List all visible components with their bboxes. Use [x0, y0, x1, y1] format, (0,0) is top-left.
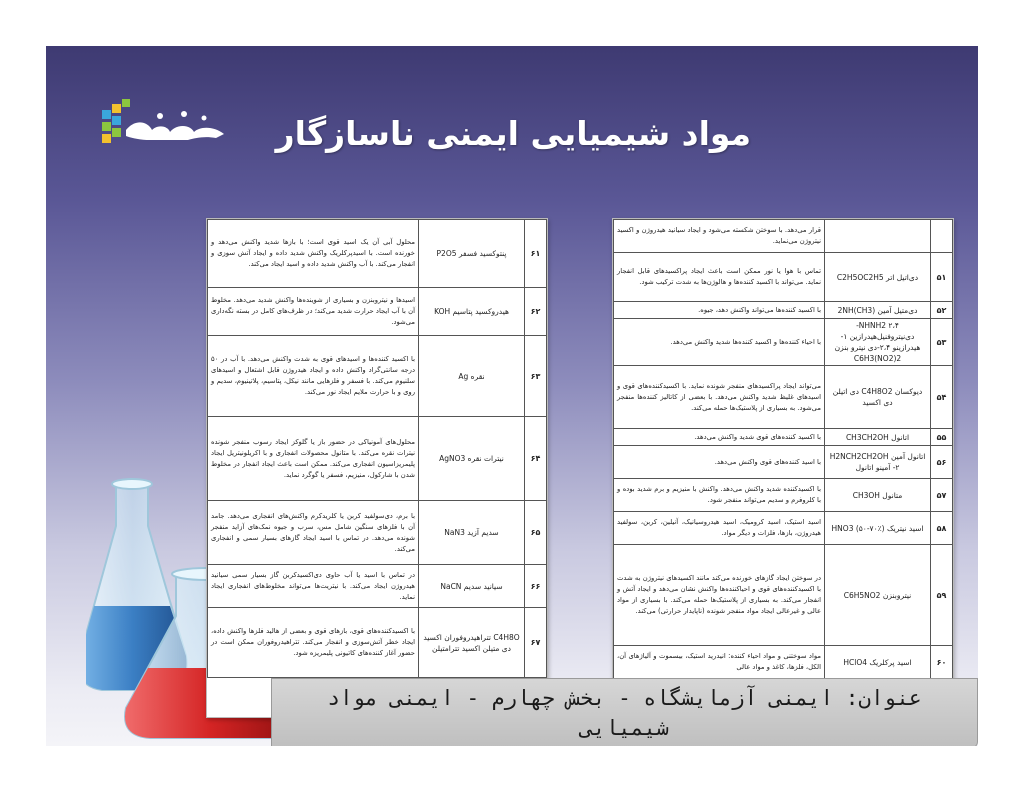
- chemical-name: سدیم آزید NaN3: [419, 501, 525, 565]
- incompatibility-description: مواد سوختنی و مواد احیاء کننده: انیدرید استیک، بیسموت و آلیاژهای آن، الکل، فلزها، کاغذ و مواد عالی: [614, 646, 825, 679]
- incompatibility-description: با اکسید کننده‌ها می‌تواند واکنش دهد، جیوه.: [614, 302, 825, 319]
- chemical-name: NHNH2 ۲،۴-دی‌نیتروفنیل‌هیدرازین ۱- هیدرازینو ۲،۴-دی نیترو بنزن C6H3(NO2)2: [825, 319, 931, 366]
- incompatibility-description: اسیدها و نیتروبنزن و بسیاری از شوینده‌ها واکنش شدید می‌دهد. مخلوط آن با آب ایجاد حرارت شدید می‌کند؛ در ظرف‌های کامل در بسته نگه‌داری می‌شود.: [208, 288, 419, 336]
- row-number: ۵۸: [931, 512, 953, 545]
- row-number: ۵۱: [931, 253, 953, 302]
- chemical-name: پنتوکسید فسفر P2O5: [419, 220, 525, 288]
- incompatibility-description: با اکسیدکننده شدید واکنش می‌دهد. واکنش با منیزیم و برم شدید بوده و با کلروفرم و سدیم می‌تواند منفجر شود.: [614, 479, 825, 512]
- slide-caption: عنوان: ایمنی آزمایشگاه - بخش چهارم - ایمنی مواد شیمیایی: [271, 678, 978, 746]
- slide: [46, 46, 978, 746]
- incompatibility-description: با احیاء کننده‌ها و اکسید کننده‌ها شدید واکنش می‌دهد.: [614, 319, 825, 366]
- table-row: [614, 646, 953, 679]
- incompatibility-table-left: [206, 218, 548, 718]
- row-number: ۵۲: [931, 302, 953, 319]
- table-row: [614, 512, 953, 545]
- table-row: [614, 319, 953, 366]
- incompatibility-description: محلول‌های آمونیاکی در حضور باز یا گلوکز ایجاد رسوب منفجر شونده نیترات نقره می‌کند. با متانول محصولات انفجاری و با اکریلونیتریل ایجاد پلیمریزاسیون انفجاری می‌کند. ممکن است باعث ایجاد انفجار در مخلوط شدن با شارکول، منیزیم، فسفر یا گوگرد نماید.: [208, 417, 419, 501]
- chemical-name: اسید پرکلریک HClO4: [825, 646, 931, 679]
- chemical-name: نیتروبنزن C6H5NO2: [825, 545, 931, 646]
- row-number: ۵۵: [931, 429, 953, 446]
- chemical-name: نیترات نقره AgNO3: [419, 417, 525, 501]
- table-row: [614, 302, 953, 319]
- row-number: ۶۵: [525, 501, 547, 565]
- chemical-name: دی‌اتیل اتر C2H5OC2H5: [825, 253, 931, 302]
- chemicals-table-51-60: [613, 219, 953, 679]
- row-number: ۵۴: [931, 366, 953, 429]
- chemical-name: نقره Ag: [419, 336, 525, 417]
- table-row: [208, 565, 547, 608]
- row-number: ۶۲: [525, 288, 547, 336]
- incompatibility-description: می‌تواند ایجاد پراکسیدهای منفجر شونده نماید. با اکسیدکننده‌های قوی و اسیدهای غلیظ شدید واکنش می‌دهد. با بعضی از کاتالیز کننده‌ها منفجر می‌شود. به بسیاری از پلاستیک‌ها حمله می‌کند.: [614, 366, 825, 429]
- row-number: ۵۶: [931, 446, 953, 479]
- incompatibility-description: محلول آبی آن یک اسید قوی است؛ با بازها شدید واکنش می‌دهد و خورنده است. با اسیدپرکلریک واکنش شدید داده و ایجاد آتش سوزی و انفجار می‌کند. با آب واکنش شدید داده و اسید ایجاد می‌کند.: [208, 220, 419, 288]
- row-number: ۶۰: [931, 646, 953, 679]
- table-row: [614, 479, 953, 512]
- table-row: [614, 220, 953, 253]
- chemical-name: دیوکسان C4H8O2 دی اتیلن دی اکسید: [825, 366, 931, 429]
- incompatibility-description: تماس با هوا یا نور ممکن است باعث ایجاد پراکسیدهای قابل انفجار نماید. می‌تواند با اکسید کننده‌ها و هالوژن‌ها به شدت ترکیب شود.: [614, 253, 825, 302]
- row-number: ۵۹: [931, 545, 953, 646]
- chemical-name: C4H8O تتراهیدروفوران اکسید دی متیلن اکسید تترامتیلن: [419, 608, 525, 678]
- table-row: [614, 253, 953, 302]
- incompatibility-description: با اسید کننده‌های قوی واکنش می‌دهد.: [614, 446, 825, 479]
- table-row: [208, 336, 547, 417]
- row-number: ۵۳: [931, 319, 953, 366]
- incompatibility-description: قرار می‌دهد. با سوختن شکسته می‌شود و ایجاد سیانید هیدروژن و اکسید نیتروژن می‌نماید.: [614, 220, 825, 253]
- incompatibility-description: با برم، دی‌سولفید کربن یا کلریدکرم واکنش‌های انفجاری می‌دهد. جامد آن با فلزهای سنگین شامل مس، سرب و جیوه نمک‌های آزاید منفجر شونده می‌دهد. در تماس با اسید ایجاد گازهای بسیار سمی و انفجاری می‌کند.: [208, 501, 419, 565]
- table-row: [208, 608, 547, 678]
- table-row: [208, 220, 547, 288]
- chemical-name: اتانول CH3CH2OH: [825, 429, 931, 446]
- incompatibility-description: با اکسید کننده‌های قوی شدید واکنش می‌دهد.: [614, 429, 825, 446]
- table-row: [208, 417, 547, 501]
- chemicals-table-61-67: [207, 219, 547, 678]
- table-row: [614, 446, 953, 479]
- incompatibility-description: با اکسیدکننده‌های قوی، بازهای قوی و بعضی از هالید فلزها واکنش داده، ایجاد خطر آتش‌سوزی و انفجار می‌کند. تتراهیدروفوران ممکن است در حضور آغاز کننده‌های کاتیونی پلیمریزه شود.: [208, 608, 419, 678]
- table-row: [208, 501, 547, 565]
- row-number: ۶۴: [525, 417, 547, 501]
- chemical-name: سیانید سدیم NaCN: [419, 565, 525, 608]
- row-number: ۵۷: [931, 479, 953, 512]
- chemical-name: متانول CH3OH: [825, 479, 931, 512]
- chemical-name: [825, 220, 931, 253]
- page-title: مواد شیمیایی ایمنی ناسازگار: [275, 114, 751, 153]
- table-row: [614, 545, 953, 646]
- incompatibility-table-right: [612, 218, 954, 718]
- incompatibility-description: اسید استیک، اسید کرومیک، اسید هیدروسیانیک، آنیلین، کربن، سولفید هیدروژن، بازها، فلزات و دیگر مواد.: [614, 512, 825, 545]
- incompatibility-description: در تماس با اسید یا آب حاوی دی‌اکسیدکربن گاز بسیار سمی سیانید هیدروژن ایجاد می‌کند. با نیتریت‌ها می‌تواند مخلوط‌های انفجاری ایجاد نماید.: [208, 565, 419, 608]
- chemical-name: هیدروکسید پتاسیم KOH: [419, 288, 525, 336]
- logo-icon: [96, 96, 231, 160]
- table-row: [614, 366, 953, 429]
- row-number: ۶۳: [525, 336, 547, 417]
- chemical-name: دی‌متیل آمین (CH3)2NH: [825, 302, 931, 319]
- chemical-name: اسید نیتریک HNO3 (۵۰-۷۰٪): [825, 512, 931, 545]
- table-row: [208, 288, 547, 336]
- table-row: [614, 429, 953, 446]
- incompatibility-description: با اکسید کننده‌ها و اسیدهای قوی به شدت واکنش می‌دهد. با آب در ۵۰ درجه سانتی‌گراد واکنش داده و ایجاد هیدروژن قابل اشتعال و اسیدهای سلنیوم می‌کند. با فسفر و فلزهایی مانند نیکل، پتاسیم، پلاتینیوم، سدیم و روی و با حرارت ملایم ایجاد نور می‌کند.: [208, 336, 419, 417]
- row-number: ۶۶: [525, 565, 547, 608]
- chemical-name: اتانول آمین H2NCH2CH2OH ۲- آمینو اتانول: [825, 446, 931, 479]
- row-number: ۶۷: [525, 608, 547, 678]
- incompatibility-description: در سوختن ایجاد گازهای خورنده می‌کند مانند اکسیدهای نیتروژن به شدت با اکسیدکننده‌های قوی و احیاکننده‌ها واکنش نشان می‌دهد و ایجاد آتش و انفجار می‌کند. به بسیاری از پلاستیک‌ها حمله می‌کند. با بسیاری از مواد عالی و غیرعالی ایجاد مواد منفجر شونده (ناپایدار حرارتی) می‌کند.: [614, 545, 825, 646]
- row-number: ۶۱: [525, 220, 547, 288]
- row-number: [931, 220, 953, 253]
